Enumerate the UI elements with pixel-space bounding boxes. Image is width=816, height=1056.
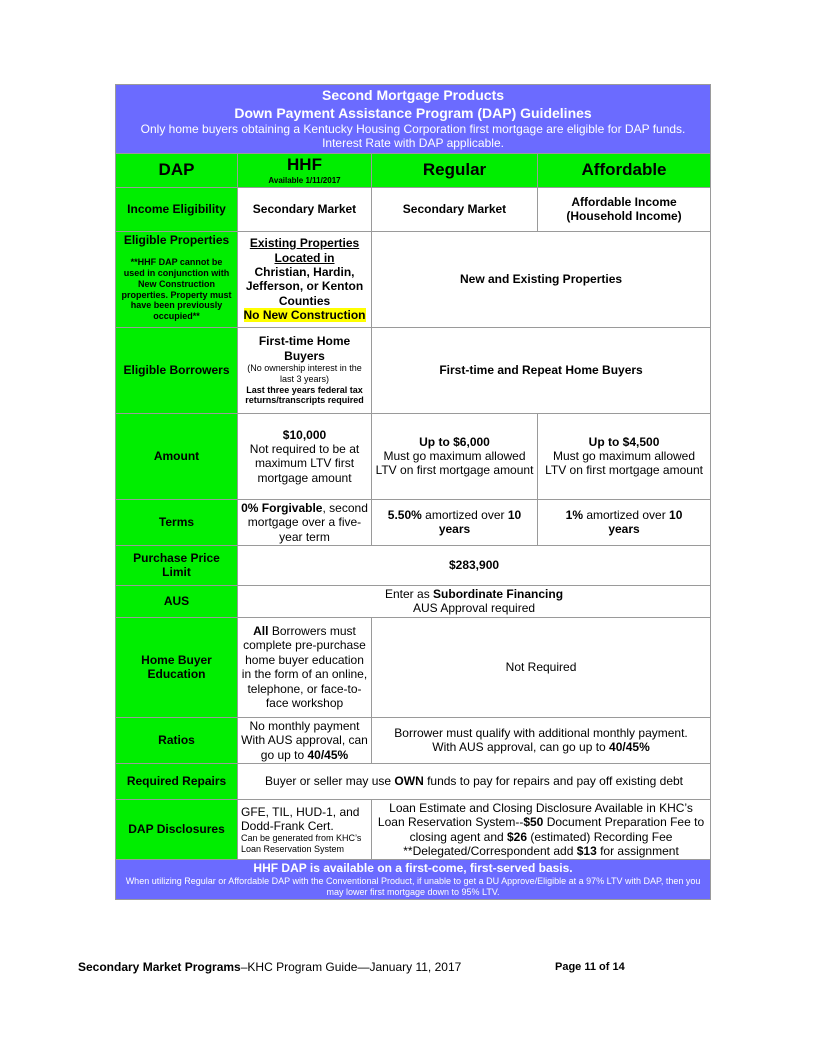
page-footer	[78, 960, 461, 974]
terms-hhf-bold: 0% Forgivable	[241, 500, 323, 515]
footer-band	[116, 860, 711, 900]
terms-regular	[372, 499, 538, 545]
properties-row	[116, 231, 711, 327]
aus-line-1	[241, 587, 707, 601]
amount-regular-value: Up to $6,000	[419, 434, 490, 449]
disclosures-hhf-text: GFE, TIL, HUD-1, and Dodd-Frank Cert.	[241, 804, 360, 833]
repairs-row	[116, 763, 711, 799]
properties-hhf-heading: Existing Properties Located in	[249, 236, 360, 265]
disclosures-hhf	[238, 799, 372, 860]
footer-band-title: HHF DAP is available on a first-come, first-served basis.	[253, 861, 573, 876]
borrowers-hhf-note: (No ownership interest in the last 3 years)	[247, 363, 362, 384]
repairs-post: funds to pay for repairs and pay off existing debt	[423, 774, 684, 789]
income-affordable-2: (Household Income)	[566, 209, 682, 224]
terms-affordable-years: years	[608, 522, 640, 537]
ratios-other-line-2-text: With AUS approval, can go up to	[432, 740, 610, 755]
aus-line-1-pre: Enter as	[385, 586, 434, 601]
properties-hhf-counties: Christian, Hardin, Jefferson, or Kenton Counties	[245, 264, 364, 308]
ratios-row	[116, 717, 711, 763]
footer-band-note: When utilizing Regular or Affordable DAP with the Conventional Product, if unable to get a DU Approve/Eligible at a 97% LTV with DAP, then you may lower first mortgage down to 95% LTV.	[125, 875, 701, 897]
terms-hhf-text: second mortgage over a five-year term	[247, 500, 368, 544]
borrowers-row	[116, 327, 711, 413]
disclosures-other-4: for assignment	[596, 844, 679, 859]
amount-hhf-value: $10,000	[282, 427, 327, 442]
aus-line-1-bold: Subordinate Financing	[433, 586, 564, 601]
col-hhf-title: HHF	[287, 155, 322, 175]
aus-row	[116, 585, 711, 617]
ratios-hhf	[238, 717, 372, 763]
income-label: Income Eligibility	[116, 187, 238, 231]
footer-title-rest: –KHC Program Guide—January 11, 2017	[240, 960, 462, 974]
amount-regular-text: Must go maximum allowed LTV on first mortgage amount	[375, 449, 534, 478]
education-hhf	[238, 617, 372, 717]
terms-regular-rate: 5.50%	[387, 507, 422, 522]
ratios-other-line-1: Borrower must qualify with additional monthly payment.	[394, 725, 688, 740]
terms-hhf-comma: ,	[322, 500, 326, 515]
terms-hhf	[238, 499, 372, 545]
aus-line-2: AUS Approval required	[412, 601, 536, 616]
aus-label: AUS	[116, 585, 238, 617]
amount-label: Amount	[116, 413, 238, 499]
education-hhf-bold: All	[253, 624, 269, 639]
interest-note: Interest Rate with DAP applicable.	[322, 136, 504, 151]
disclosures-other-b3: $13	[576, 844, 597, 859]
amount-row	[116, 413, 711, 499]
income-hhf: Secondary Market	[238, 187, 372, 231]
terms-regular-years: years	[438, 522, 471, 537]
education-hhf-text: Borrowers must complete pre-purchase home buyer education in the form of an online, telephone, or face-to-face workshop	[241, 624, 368, 711]
amount-hhf	[238, 413, 372, 499]
page-number: Page 11 of 14	[555, 961, 625, 973]
title-line-1: Second Mortgage Products	[322, 87, 505, 103]
no-new-construction-badge: No New Construction	[243, 308, 366, 323]
properties-label-cell	[116, 231, 238, 327]
ratios-label: Ratios	[116, 717, 238, 763]
price-row	[116, 545, 711, 585]
repairs-value	[238, 763, 711, 799]
terms-label: Terms	[116, 499, 238, 545]
terms-affordable-years-num: 10	[669, 507, 683, 522]
borrowers-label: Eligible Borrowers	[116, 327, 238, 413]
repairs-bold: OWN	[394, 774, 424, 789]
education-row	[116, 617, 711, 717]
disclosures-other-1: Loan Estimate and Closing Disclosure Available in KHC’s Loan Reservation System--	[377, 800, 693, 830]
title-row	[116, 85, 711, 154]
ratios-other-line-2	[375, 740, 707, 754]
ratios-hhf-text: No monthly payment With AUS approval, can go up to	[241, 718, 368, 762]
terms-regular-mid: amortized over	[421, 507, 508, 522]
borrowers-hhf-heading: First-time Home Buyers	[258, 334, 351, 363]
column-header-row	[116, 153, 711, 187]
col-hhf-available: Available 1/11/2017	[268, 175, 341, 185]
repairs-label: Required Repairs	[116, 763, 238, 799]
income-row	[116, 187, 711, 231]
disclosures-label: DAP Disclosures	[116, 799, 238, 860]
amount-regular	[372, 413, 538, 499]
disclosures-hhf-note: Can be generated from KHC’s Loan Reservation System	[241, 833, 362, 855]
amount-affordable-text: Must go maximum allowed LTV on first mortgage amount	[545, 449, 703, 478]
disclosures-other-2: Document Preparation Fee to closing agent and	[409, 815, 705, 844]
borrowers-other: First-time and Repeat Home Buyers	[372, 327, 711, 413]
income-regular: Secondary Market	[372, 187, 538, 231]
disclosures-other-3: (estimated) Recording Fee **Delegated/Correspondent add	[403, 829, 673, 859]
terms-row	[116, 499, 711, 545]
col-hhf	[238, 153, 372, 187]
terms-affordable-mid: amortized over	[582, 507, 670, 522]
income-affordable	[538, 187, 711, 231]
borrowers-hhf	[238, 327, 372, 413]
terms-regular-years-num: 10	[507, 507, 522, 522]
terms-affordable	[538, 499, 711, 545]
borrowers-hhf-tax: Last three years federal tax returns/transcripts required	[245, 384, 364, 406]
table-title	[116, 85, 711, 154]
col-regular: Regular	[372, 153, 538, 187]
terms-affordable-rate: 1%	[565, 507, 583, 522]
eligibility-note: Only home buyers obtaining a Kentucky Housing Corporation first mortgage are eligible for DAP funds.	[140, 122, 686, 136]
amount-affordable-value: Up to $4,500	[588, 434, 660, 449]
amount-hhf-text: Not required to be at maximum LTV first mortgage amount	[249, 441, 360, 485]
footer-band-row	[116, 860, 711, 900]
disclosures-other-b1: $50	[523, 815, 544, 830]
ratios-other	[372, 717, 711, 763]
ratios-other-bold: 40/45%	[609, 740, 650, 755]
properties-label: Eligible Properties	[123, 232, 230, 247]
properties-other: New and Existing Properties	[372, 231, 711, 327]
price-value: $283,900	[238, 545, 711, 585]
amount-affordable	[538, 413, 711, 499]
disclosures-other-b2: $26	[507, 829, 528, 844]
properties-hhf	[238, 231, 372, 327]
education-label: Home Buyer Education	[116, 617, 238, 717]
disclosures-row	[116, 799, 711, 860]
price-label: Purchase Price Limit	[116, 545, 238, 585]
properties-note: **HHF DAP cannot be used in conjunction with New Construction properties. Property must have been previously occupied**	[121, 257, 232, 322]
repairs-pre: Buyer or seller may use	[265, 774, 395, 789]
education-other: Not Required	[372, 617, 711, 717]
dap-guidelines-table	[115, 84, 711, 900]
col-affordable: Affordable	[538, 153, 711, 187]
disclosures-other	[372, 799, 711, 860]
footer-title-bold: Secondary Market Programs	[78, 960, 241, 974]
income-affordable-1: Affordable Income	[571, 194, 677, 209]
aus-value	[238, 585, 711, 617]
title-line-2: Down Payment Assistance Program (DAP) Guidelines	[234, 104, 592, 121]
col-dap: DAP	[116, 153, 238, 187]
ratios-hhf-bold: 40/45%	[307, 747, 349, 762]
